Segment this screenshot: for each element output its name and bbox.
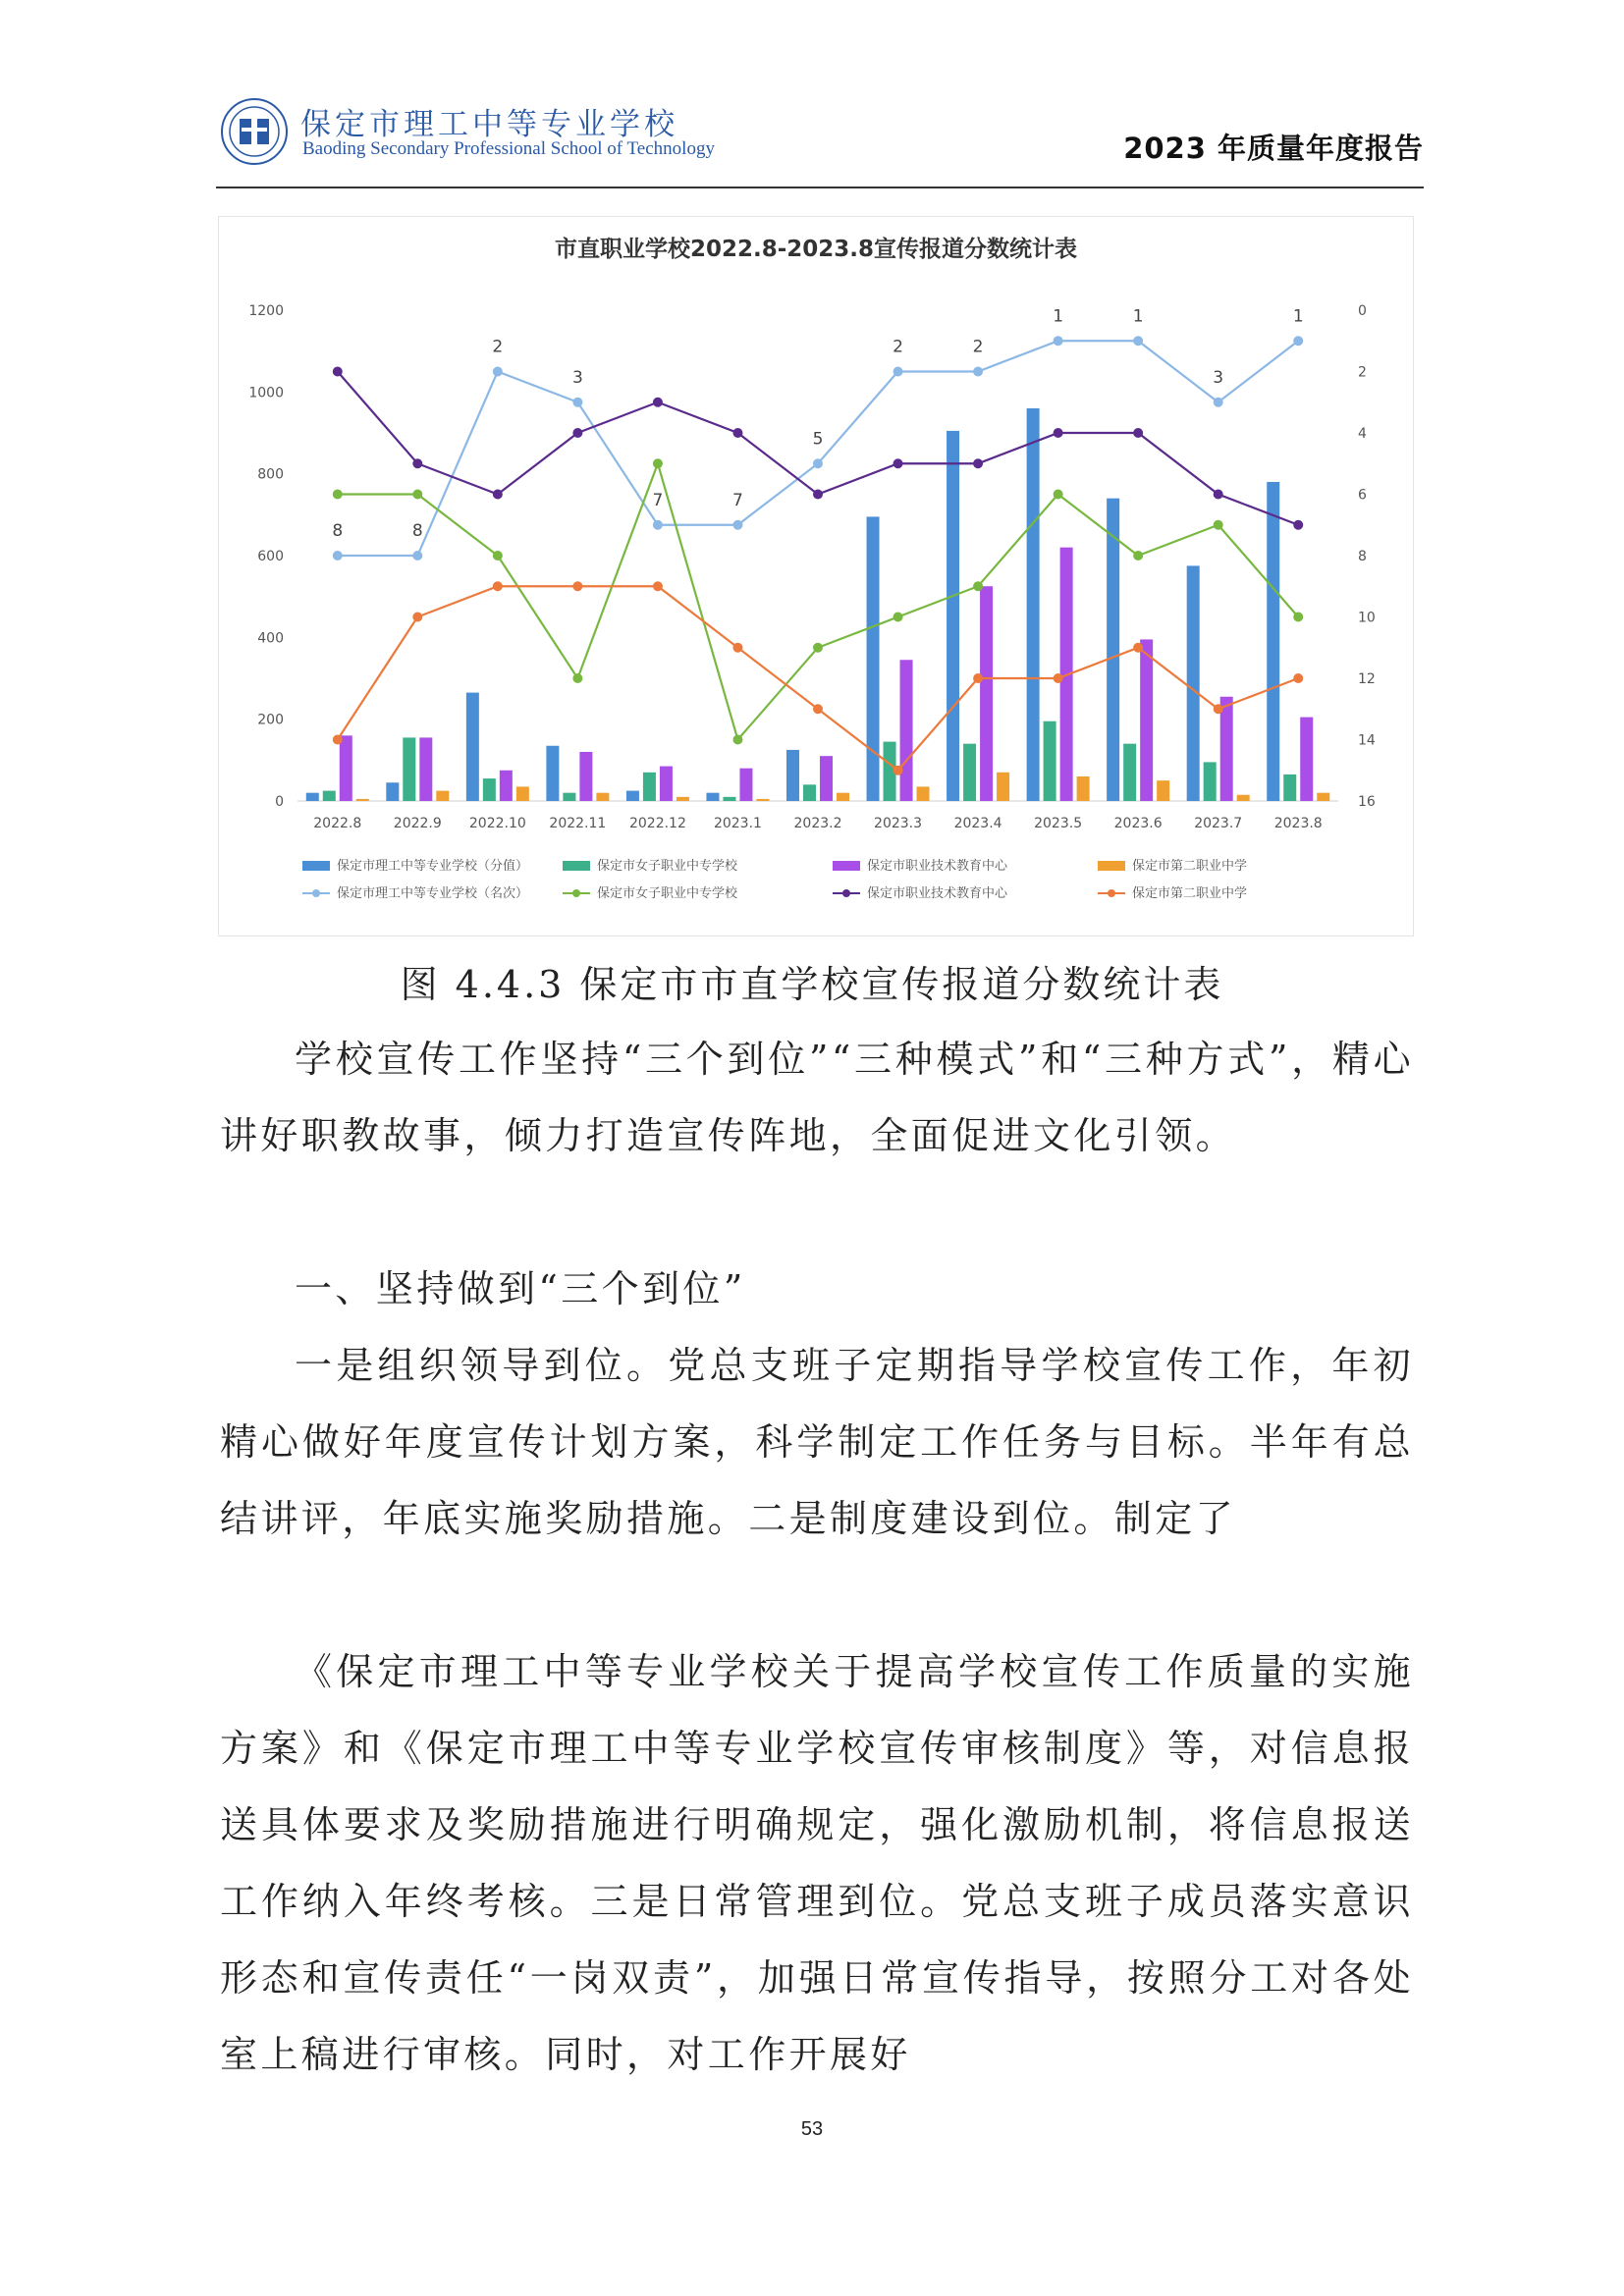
series-point: [813, 458, 823, 468]
series-point: [493, 551, 503, 561]
bar: [947, 431, 959, 801]
series-point: [412, 613, 422, 622]
y-tick-label: 0: [275, 794, 284, 810]
series-point: [1214, 704, 1223, 714]
data-label: 1: [1292, 306, 1304, 327]
bar: [900, 660, 913, 801]
report-title: 2023 年质量年度报告: [1123, 132, 1424, 165]
legend-label: 保定市职业技术教育中心: [867, 886, 1008, 901]
x-tick-label: 2023.6: [1113, 816, 1163, 831]
bar: [786, 750, 799, 801]
bar: [1044, 721, 1056, 801]
series-point: [893, 367, 903, 377]
paragraph-regulations: 《保定市理工中等专业学校关于提高学校宣传工作质量的实施方案》和《保定市理工中等专业学校宣传审核制度》等，对信息报送具体要求及奖励措施进行明确规定，强化激励机制，将信息报送工作纳入年终考核。三是日常管理到位。党总支班子成员落实意识形态和宣传责任“一岗双责”，加强日常宣传指导，按照分工对各处室上稿进行审核。同时，对工作开展好: [220, 1650, 1414, 2076]
data-label: 2: [972, 337, 984, 357]
bar: [997, 773, 1009, 801]
bar: [980, 586, 993, 801]
bar: [1220, 697, 1233, 801]
y-tick-label: 1200: [248, 303, 284, 319]
x-tick-label: 2022.11: [549, 816, 607, 831]
series-point: [572, 673, 582, 683]
bar: [1204, 762, 1217, 801]
bar: [1237, 795, 1250, 801]
series-point: [1293, 613, 1303, 622]
bar: [500, 771, 513, 801]
legend-bar-swatch: [302, 861, 330, 871]
legend-label: 保定市第二职业中学: [1132, 859, 1248, 874]
x-tick-label: 2023.4: [953, 816, 1002, 831]
series-point: [493, 581, 503, 591]
series-point: [333, 367, 343, 377]
bar: [1157, 780, 1169, 801]
series-point: [732, 520, 742, 530]
series-point: [572, 398, 582, 407]
series-point: [813, 490, 823, 500]
bar: [386, 782, 399, 801]
chart-title: 市直职业学校2022.8-2023.8宣传报道分数统计表: [554, 237, 1078, 262]
x-tick-label: 2022.9: [393, 816, 442, 831]
series-point: [572, 428, 582, 438]
bar: [436, 791, 449, 801]
data-label: 5: [812, 429, 824, 450]
x-tick-label: 2022.10: [468, 816, 526, 831]
series-point: [653, 398, 663, 407]
bar: [1140, 639, 1153, 801]
series-point: [973, 581, 983, 591]
data-label: 8: [332, 521, 344, 541]
y2-tick-label: 8: [1358, 549, 1367, 564]
legend-line-marker: [312, 889, 320, 897]
bar: [739, 769, 752, 801]
series-point: [493, 367, 503, 377]
bar: [756, 799, 769, 801]
series-point: [1293, 520, 1303, 530]
page-header: [216, 93, 1424, 188]
series-point: [813, 704, 823, 714]
bar: [516, 786, 529, 801]
x-tick-label: 2023.1: [713, 816, 762, 831]
bar: [1187, 565, 1200, 801]
series-point: [813, 643, 823, 653]
series-point: [1054, 428, 1063, 438]
x-tick-label: 2023.3: [874, 816, 923, 831]
series-point: [973, 367, 983, 377]
series-point: [893, 613, 903, 622]
legend-bar-swatch: [563, 861, 590, 871]
bar: [837, 793, 849, 801]
series-point: [412, 458, 422, 468]
y2-tick-label: 10: [1358, 610, 1376, 626]
series-point: [893, 458, 903, 468]
x-tick-label: 2023.2: [793, 816, 842, 831]
series-point: [653, 458, 663, 468]
paragraph-leadership: 一是组织领导到位。党总支班子定期指导学校宣传工作，年初精心做好年度宣传计划方案，科学制定工作任务与目标。半年有总结讲评，年底实施奖励措施。二是制度建设到位。制定了: [220, 1344, 1414, 1540]
bar: [306, 793, 319, 801]
bar: [323, 791, 336, 801]
legend-line-marker: [842, 889, 850, 897]
legend-line-marker: [572, 889, 580, 897]
y-tick-label: 600: [257, 549, 284, 564]
x-tick-label: 2023.8: [1273, 816, 1323, 831]
bar: [677, 797, 689, 801]
bar-line-chart: [219, 217, 1413, 935]
series-point: [732, 735, 742, 745]
page-number: 53: [800, 2118, 824, 2140]
y2-tick-label: 12: [1358, 671, 1376, 687]
series-point: [973, 673, 983, 683]
bar: [963, 744, 976, 801]
x-tick-label: 2023.5: [1034, 816, 1083, 831]
series-point: [333, 551, 343, 561]
y2-tick-label: 6: [1358, 487, 1367, 504]
bar: [1107, 499, 1119, 801]
bar: [1123, 744, 1136, 801]
bar: [803, 784, 816, 801]
legend-bar-swatch: [833, 861, 860, 871]
legend-bar-swatch: [1098, 861, 1125, 871]
school-name-cn: 保定市理工中等专业学校: [300, 107, 678, 142]
series-point: [1054, 490, 1063, 500]
bar: [660, 767, 673, 801]
data-label: 2: [492, 337, 504, 357]
bar: [419, 737, 432, 801]
legend-label: 保定市职业技术教育中心: [867, 859, 1008, 874]
bar: [723, 797, 735, 801]
chart-container: [218, 216, 1414, 936]
y-tick-label: 200: [257, 712, 284, 728]
bar: [596, 793, 609, 801]
series-point: [412, 490, 422, 500]
bar: [1317, 793, 1329, 801]
data-label: 7: [732, 490, 743, 510]
series-point: [1054, 673, 1063, 683]
data-label: 1: [1053, 306, 1064, 327]
series-point: [412, 551, 422, 561]
bar: [917, 786, 930, 801]
series-point: [1054, 336, 1063, 346]
series-point: [1214, 398, 1223, 407]
bar: [643, 773, 656, 801]
x-tick-label: 2023.7: [1194, 816, 1243, 831]
series-point: [973, 458, 983, 468]
figure-caption: 图 4.4.3 保定市市直学校宣传报道分数统计表: [400, 963, 1224, 1006]
paragraph-intro: 学校宣传工作坚持“三个到位”“三种模式”和“三种方式”，精心讲好职教故事，倾力打造宣传阵地，全面促进文化引领。: [220, 1038, 1414, 1157]
y2-tick-label: 2: [1358, 364, 1367, 381]
series-point: [732, 643, 742, 653]
x-tick-label: 2022.8: [313, 816, 362, 831]
bar: [1300, 718, 1313, 801]
legend-label: 保定市第二职业中学: [1132, 886, 1248, 901]
series-point: [653, 520, 663, 530]
legend-label: 保定市女子职业中专学校: [597, 859, 738, 874]
series-point: [493, 490, 503, 500]
bar: [340, 735, 352, 801]
bar: [356, 799, 369, 801]
bar: [626, 791, 639, 801]
series-point: [1293, 336, 1303, 346]
section-heading: 一、坚持做到“三个到位”: [295, 1267, 746, 1310]
data-label: 7: [652, 490, 664, 510]
y-tick-label: 800: [257, 466, 284, 483]
bar: [867, 516, 880, 801]
y2-tick-label: 16: [1358, 794, 1376, 810]
bar: [1027, 408, 1040, 801]
bar: [1283, 774, 1296, 801]
series-point: [1214, 520, 1223, 530]
series-point: [1133, 428, 1143, 438]
y2-tick-label: 0: [1358, 303, 1367, 319]
legend-label: 保定市理工中等专业学校（名次）: [337, 886, 529, 901]
y-tick-label: 1000: [248, 385, 284, 401]
series-point: [572, 581, 582, 591]
series-point: [333, 490, 343, 500]
bar: [403, 737, 415, 801]
data-label: 1: [1132, 306, 1144, 327]
x-tick-label: 2022.12: [628, 816, 686, 831]
legend-label: 保定市女子职业中专学校: [597, 886, 738, 901]
bar: [1077, 776, 1090, 801]
bar: [563, 793, 575, 801]
bar: [466, 693, 479, 801]
y2-tick-label: 4: [1358, 426, 1367, 442]
series-point: [893, 766, 903, 775]
series-point: [1133, 336, 1143, 346]
series-point: [333, 735, 343, 745]
series-line: [338, 586, 1298, 771]
bar: [706, 793, 719, 801]
series-point: [653, 581, 663, 591]
series-point: [1133, 643, 1143, 653]
series-point: [1214, 490, 1223, 500]
series-point: [732, 428, 742, 438]
legend-line-marker: [1108, 889, 1115, 897]
series-point: [1133, 551, 1143, 561]
legend-label: 保定市理工中等专业学校（分值）: [337, 859, 529, 874]
bar: [546, 746, 559, 801]
data-label: 3: [1213, 367, 1224, 388]
bar: [820, 756, 833, 801]
series-line: [338, 463, 1298, 739]
y-tick-label: 400: [257, 630, 284, 647]
series-point: [1293, 673, 1303, 683]
data-label: 3: [571, 367, 583, 388]
school-logo-icon: [220, 97, 289, 166]
school-name-en: Baoding Secondary Professional School of Technology: [302, 138, 715, 159]
bar: [1267, 482, 1279, 801]
data-label: 8: [411, 521, 423, 541]
data-label: 2: [893, 337, 903, 357]
bar: [483, 778, 496, 801]
y2-tick-label: 14: [1358, 732, 1376, 749]
bar: [579, 752, 592, 801]
